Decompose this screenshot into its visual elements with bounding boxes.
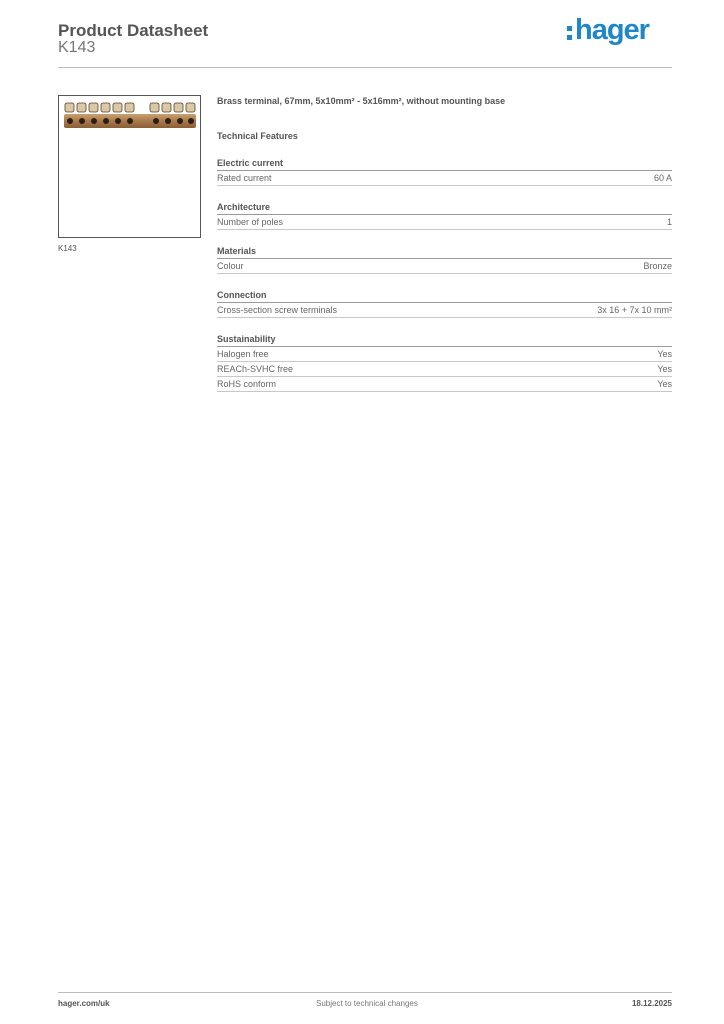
technical-features-heading: Technical Features [217,131,298,141]
footer-website-link[interactable]: hager.com/uk [58,999,110,1008]
spec-label: Number of poles [217,217,284,227]
section-title: Electric current [217,157,672,171]
spec-row [217,303,672,318]
spec-value: Yes [657,379,672,389]
spec-value: Yes [657,349,672,359]
spec-label: Cross-section screw terminals [217,305,338,315]
spec-label: REACh-SVHC free [217,364,294,374]
section-title: Materials [217,245,672,259]
spec-row [217,347,672,362]
spec-value: 3x 16 + 7x 10 mm² [597,305,672,315]
spec-row [217,377,672,392]
hager-logo [567,16,649,45]
logo-text: hager [575,14,649,46]
spec-value: Yes [657,364,672,374]
product-code: K143 [58,39,96,56]
brass-terminal-image [59,96,200,237]
section-title: Sustainability [217,333,672,347]
product-description: Brass terminal, 67mm, 5x10mm² - 5x16mm², without mounting base [217,96,506,106]
section-connection [217,289,672,318]
image-caption: K143 [58,244,77,253]
section-architecture [217,201,672,230]
footer-divider [58,992,672,993]
spec-row [217,362,672,377]
section-title: Connection [217,289,672,303]
page-title: Product Datasheet [58,21,209,40]
spec-row [217,259,672,274]
section-materials [217,245,672,274]
footer-notice: Subject to technical changes [316,999,418,1008]
section-electric-current [217,157,672,186]
spec-label: Rated current [217,173,272,183]
logo-dots-icon [567,26,572,40]
spec-value: Bronze [643,261,672,271]
spec-label: Colour [217,261,244,271]
spec-value: 1 [666,217,672,227]
product-image-frame [58,95,201,238]
spec-label: RoHS conform [217,379,277,389]
section-sustainability [217,333,672,392]
datasheet-main [217,95,672,392]
footer-date: 18.12.2025 [631,999,672,1008]
spec-label: Halogen free [217,349,269,359]
spec-value: 60 A [653,173,672,183]
spec-row [217,215,672,230]
spec-row [217,171,672,186]
section-title: Architecture [217,201,672,215]
header-divider [58,67,672,68]
